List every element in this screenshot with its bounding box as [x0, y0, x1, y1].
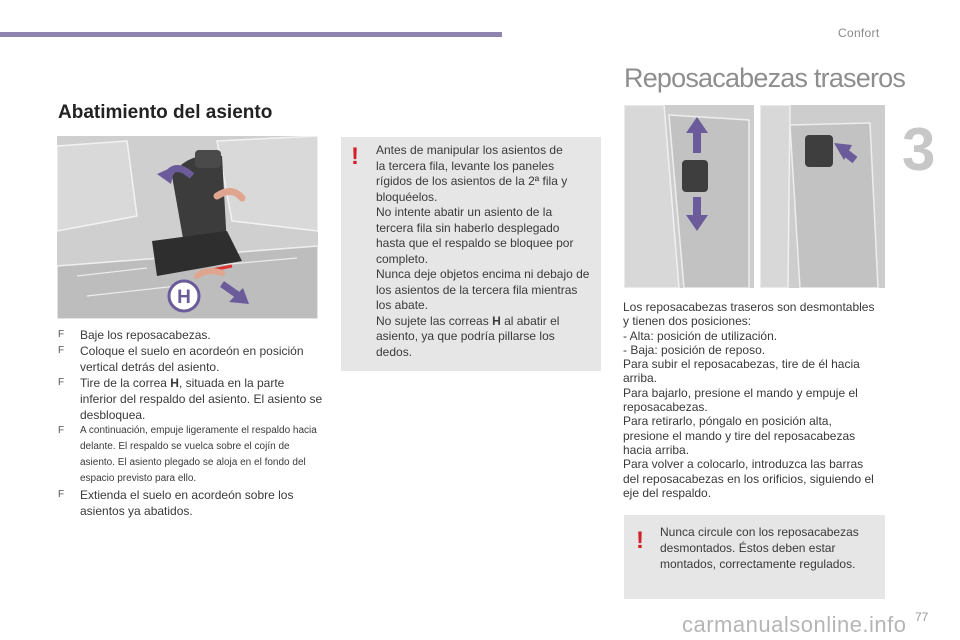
step-item: F A continuación, empuje ligeramente el respaldo hacia delante. El respaldo se vuelca sobre el cojín de asiento. El asiento plegado se aloja en el fondo del espacio previsto para ello. — [58, 425, 317, 484]
chapter-number: 3 — [902, 116, 936, 183]
warning-text-third-row: Antes de manipular los asientos de la tercera fila, levante los paneles rígidos de los asientos de la 2ª fila y bloquéelos. No intente abatir un asiento de la tercera fila sin haberlo desplegado hasta que el respaldo se bloquee por completo. Nunca deje objetos encima ni debajo de los asientos de la tercera fila mientras los abate. No sujete las correas H al abatir el asiento, ya que podría pillarse los dedos. — [376, 143, 590, 359]
page-number: 77 — [915, 610, 929, 624]
step-bullet: F — [58, 345, 65, 356]
step-bullet: F — [58, 425, 65, 436]
warning-exclamation-icon: ! — [636, 527, 644, 554]
folding-steps-list — [58, 327, 323, 519]
section-label: Confort — [838, 26, 880, 40]
step-bullet: F — [58, 489, 65, 500]
step-item: F Extienda el suelo en acordeón sobre los asientos ya abatidos. — [58, 488, 294, 518]
headrest-remove-illustration — [760, 105, 885, 288]
strap-h-label: H — [177, 287, 191, 308]
step-item: F Tire de la correa H, situada en la parte inferior del respaldo del asiento. El asiento se desbloquea. — [58, 376, 323, 422]
step-bullet: F — [58, 377, 65, 388]
step-item: F Coloque el suelo en acordeón en posición vertical detrás del asiento. — [58, 344, 304, 374]
step-item: F Baje los reposacabezas. — [58, 328, 211, 342]
top-accent-bar — [0, 32, 502, 37]
headrest-height-illustration — [624, 105, 754, 288]
watermark-text: carmanualsonline.info — [682, 612, 907, 637]
warning-box-third-row — [341, 137, 601, 371]
warning-exclamation-icon: ! — [351, 143, 359, 170]
warning-text-headrests: Nunca circule con los reposacabezas desmontados. Éstos deben estar montados, correctamente regulados. — [660, 525, 859, 571]
section-title-rear-headrests: Reposacabezas traseros — [624, 63, 906, 93]
warning-box-headrests — [624, 515, 885, 599]
section-title-seat-folding: Abatimiento del asiento — [58, 102, 273, 123]
step-bullet: F — [58, 329, 65, 340]
rear-headrests-description: Los reposacabezas traseros son desmontables y tienen dos posiciones: - Alta: posición de utilización. - Baja: posición de reposo. Para subir el reposacabezas, tire de él hacia arriba. Para bajarlo, presione el mando y empuje el reposacabezas. Para retirarlo, póngalo en posición alta, presione el mando y tire del reposacabezas hacia arriba. Para volver a colocarlo, introduzca las barras del reposacabezas en los orificios, siguiendo el eje del respaldo. — [623, 300, 875, 500]
seat-folding-illustration — [57, 136, 318, 319]
